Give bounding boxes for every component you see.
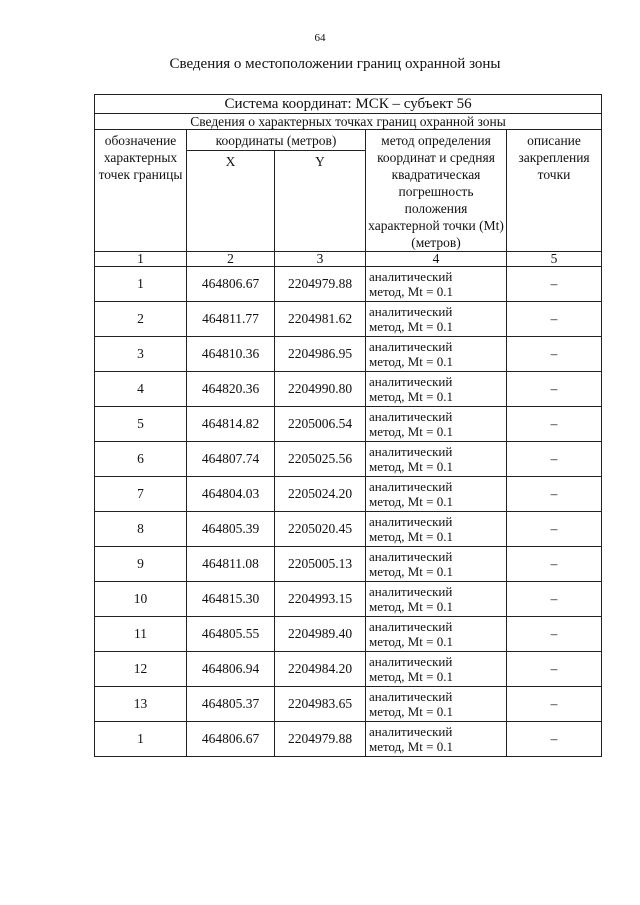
method-cell — [366, 582, 507, 617]
table-row — [95, 267, 602, 302]
coordinate-y: 2204981.62 — [275, 302, 366, 337]
coordinate-x: 464811.77 — [187, 302, 275, 337]
table-row — [95, 582, 602, 617]
coordinate-x: 464805.37 — [187, 687, 275, 722]
method-line: метод, Mt = 0.1 — [369, 564, 453, 579]
table-row — [95, 722, 602, 757]
method-cell — [366, 652, 507, 687]
point-description: – — [507, 337, 602, 372]
point-description: – — [507, 617, 602, 652]
coordinate-y: 2204979.88 — [275, 722, 366, 757]
table-subtitle-cell: Сведения о характерных точках границ охранной зоны — [95, 114, 602, 130]
coordinate-y: 2204989.40 — [275, 617, 366, 652]
point-number: 9 — [95, 547, 187, 582]
coordinate-y: 2204979.88 — [275, 267, 366, 302]
header-x: X — [187, 150, 275, 251]
coordinate-x: 464810.36 — [187, 337, 275, 372]
coordinate-y: 2204983.65 — [275, 687, 366, 722]
point-description: – — [507, 442, 602, 477]
method-cell — [366, 372, 507, 407]
method-line: аналитический — [369, 654, 453, 669]
table-row — [95, 617, 602, 652]
coordinate-y: 2205005.13 — [275, 547, 366, 582]
header-coordinates: координаты (метров) — [187, 130, 366, 151]
method-line: метод, Mt = 0.1 — [369, 704, 453, 719]
point-number: 6 — [95, 442, 187, 477]
point-description: – — [507, 582, 602, 617]
coordinate-y: 2204993.15 — [275, 582, 366, 617]
header-description: описание закрепления точки — [507, 130, 602, 252]
method-cell — [366, 547, 507, 582]
coordinate-x: 464806.67 — [187, 267, 275, 302]
header-method: метод определения координат и средняя квадратическая погрешность положения характерной точки (Mt) (метров) — [366, 130, 507, 252]
column-number: 4 — [366, 252, 507, 267]
header-point-designation: обозначение характерных точек границы — [95, 130, 187, 252]
coordinate-y: 2205020.45 — [275, 512, 366, 547]
table-row — [95, 512, 602, 547]
point-description: – — [507, 267, 602, 302]
method-line: метод, Mt = 0.1 — [369, 739, 453, 754]
method-line: метод, Mt = 0.1 — [369, 319, 453, 334]
table-row — [95, 477, 602, 512]
table-row — [95, 407, 602, 442]
coordinate-y: 2204990.80 — [275, 372, 366, 407]
column-number: 1 — [95, 252, 187, 267]
point-description: – — [507, 652, 602, 687]
point-description: – — [507, 722, 602, 757]
coordinate-y: 2204986.95 — [275, 337, 366, 372]
point-description: – — [507, 407, 602, 442]
method-cell — [366, 722, 507, 757]
method-line: аналитический — [369, 444, 453, 459]
coordinate-x: 464806.67 — [187, 722, 275, 757]
method-line: метод, Mt = 0.1 — [369, 424, 453, 439]
coordinate-x: 464807.74 — [187, 442, 275, 477]
point-number: 4 — [95, 372, 187, 407]
coordinate-y: 2205006.54 — [275, 407, 366, 442]
method-line: метод, Mt = 0.1 — [369, 669, 453, 684]
method-line: аналитический — [369, 304, 453, 319]
method-line: аналитический — [369, 724, 453, 739]
coordinate-x: 464806.94 — [187, 652, 275, 687]
method-line: метод, Mt = 0.1 — [369, 459, 453, 474]
table-row — [95, 547, 602, 582]
method-line: аналитический — [369, 619, 453, 634]
method-cell — [366, 337, 507, 372]
method-line: аналитический — [369, 514, 453, 529]
header-y: Y — [275, 150, 366, 251]
point-number: 7 — [95, 477, 187, 512]
point-number: 8 — [95, 512, 187, 547]
method-line: аналитический — [369, 269, 453, 284]
table-row — [95, 372, 602, 407]
page-number: 64 — [314, 32, 326, 44]
method-cell — [366, 442, 507, 477]
coordinate-y: 2205025.56 — [275, 442, 366, 477]
method-line: метод, Mt = 0.1 — [369, 494, 453, 509]
method-line: метод, Mt = 0.1 — [369, 389, 453, 404]
point-number: 13 — [95, 687, 187, 722]
point-description: – — [507, 477, 602, 512]
coordinate-x: 464805.55 — [187, 617, 275, 652]
method-line: метод, Mt = 0.1 — [369, 284, 453, 299]
point-description: – — [507, 547, 602, 582]
point-number: 5 — [95, 407, 187, 442]
point-description: – — [507, 302, 602, 337]
method-line: аналитический — [369, 374, 453, 389]
point-description: – — [507, 372, 602, 407]
point-number: 12 — [95, 652, 187, 687]
document-title: Сведения о местоположении границ охранной зоны — [169, 56, 501, 72]
method-cell — [366, 617, 507, 652]
point-number: 1 — [95, 267, 187, 302]
method-line: метод, Mt = 0.1 — [369, 529, 453, 544]
boundary-points-table — [94, 94, 602, 757]
point-number: 3 — [95, 337, 187, 372]
coordinate-x: 464804.03 — [187, 477, 275, 512]
point-number: 10 — [95, 582, 187, 617]
method-line: аналитический — [369, 584, 453, 599]
method-cell — [366, 267, 507, 302]
coordinate-x: 464805.39 — [187, 512, 275, 547]
column-number-row — [95, 252, 602, 267]
method-line: аналитический — [369, 339, 453, 354]
method-cell — [366, 477, 507, 512]
method-line: аналитический — [369, 479, 453, 494]
method-line: метод, Mt = 0.1 — [369, 634, 453, 649]
table-row — [95, 687, 602, 722]
coordinate-system-cell: Система координат: МСК – субъект 56 — [95, 95, 602, 114]
method-line: метод, Mt = 0.1 — [369, 599, 453, 614]
table-row — [95, 337, 602, 372]
column-number: 5 — [507, 252, 602, 267]
method-cell — [366, 302, 507, 337]
coordinate-y: 2205024.20 — [275, 477, 366, 512]
method-cell — [366, 512, 507, 547]
method-cell — [366, 687, 507, 722]
point-description: – — [507, 512, 602, 547]
table-row — [95, 652, 602, 687]
point-number: 1 — [95, 722, 187, 757]
method-cell — [366, 407, 507, 442]
table-row — [95, 442, 602, 477]
coordinate-x: 464814.82 — [187, 407, 275, 442]
method-line: аналитический — [369, 549, 453, 564]
method-line: аналитический — [369, 689, 453, 704]
column-number: 3 — [275, 252, 366, 267]
column-number: 2 — [187, 252, 275, 267]
coordinate-y: 2204984.20 — [275, 652, 366, 687]
point-number: 2 — [95, 302, 187, 337]
coordinate-x: 464820.36 — [187, 372, 275, 407]
point-number: 11 — [95, 617, 187, 652]
table-row — [95, 302, 602, 337]
method-line: аналитический — [369, 409, 453, 424]
point-description: – — [507, 687, 602, 722]
coordinate-x: 464811.08 — [187, 547, 275, 582]
coordinate-x: 464815.30 — [187, 582, 275, 617]
method-line: метод, Mt = 0.1 — [369, 354, 453, 369]
